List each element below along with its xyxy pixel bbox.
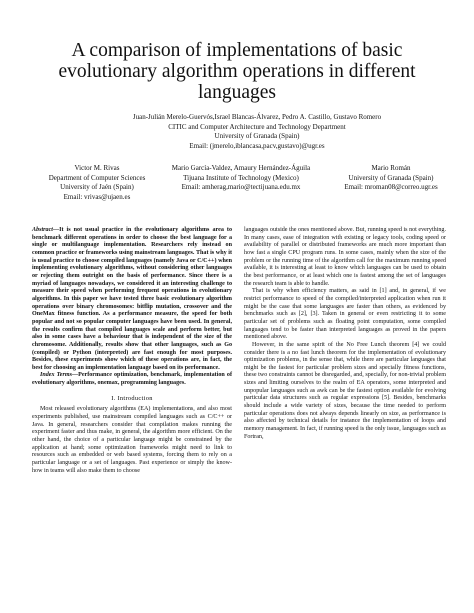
author-email: Email: (jmerelo,iblancasa,pacv,gustavo)@ugr.es <box>189 141 325 150</box>
author-name: Mario Román <box>371 164 411 172</box>
body-paragraph: languages outside the ones mentioned above. But, running speed is not everything. In many cases, ease of integration with existing or legacy tools, coding speed or availability of parallel or distributed frameworks are much more important than how fast a single CPU program runs. In some cases, mainly when the size of the problem or the running time of the algorithm call for the maximum running speed available, it is interesting at least to know which languages can be used to obtain the best performance, or at least which one is fastest among the set of languages the research team is able to handle. <box>244 227 446 287</box>
author-email: Email: amherag,mario@tectijuana.edu.mx <box>181 183 301 191</box>
abstract-text: —It is not usual practice in the evolutionary algorithms area to benchmark different operations in order to choose the best language for a single or multilanguage implementation. Researchers rely instead on common practice or frameworks using mainstream languages. That is why it is usual practice to choose compiled languages (namely Java or C/C++) when implementing evolutionary algorithms, without considering other languages or rejecting them outright on the basis of performance. Since there is a myriad of languages nowadays, we considered it an interesting challenge to measure their speed when performing frequent operations in evolutionary algorithms. In this paper we have tested three basic evolutionary algorithm operations over binary chromosomes: bitflip mutation, crossover and the OneMax fitness function. As a performance measure, the speed for both popular and not so popular computer languages have been used. In general, the results confirm that compiled languages scale and perform better, but also in some cases have a behaviour that is independent of the size of the chromosome. Additionally, results show that other languages, such as Go (compiled) or Python (interpreted) are fast enough for most purposes. Besides, these experiments show which of these operations are, in fact, the best for choosing an implementation language based on its performance. <box>32 227 232 371</box>
title-line: evolutionary algorithm operations in different <box>58 61 416 82</box>
abstract-label: Abstract <box>32 227 53 233</box>
author-dept: Department of Computer Sciences <box>48 173 146 182</box>
right-column <box>244 227 446 441</box>
left-column <box>32 227 232 475</box>
author-dept: University of Granada (Spain) <box>348 173 434 182</box>
author-names: Juan-Julián Merelo-Guervós,Israel Blancas-Álvarez, Pedro A. Castillo, Gustavo Romero <box>132 113 382 121</box>
index-terms-label: Index Terms <box>40 372 72 379</box>
intro-paragraph: Most released evolutionary algorithms (EA) implementations, and also most experiments published, use mainstream compiled languages such as C/C++ or Java. In general, researchers consider that compilation makes running the experiment faster and thus make, in general, the algorithm more efficient. On the other hand, the choice of a particular language might be constrained by the application at hand; some optimization frameworks might need to link to resources such as embedded or web based systems, forcing them to rely on a particular language or a set of languages. Past experience or simply the know-how in teams will also make them to choose <box>32 406 232 474</box>
title-line: A comparison of implementations of basic <box>71 40 403 61</box>
body-paragraph: However, in the same spirit of the No Free Lunch theorem [4] we could consider there is a no fast lunch theorem for the implementation of evolutionary optimization problems, in the sense that, while there are particular languages that might be the fastest for particular problem sizes and specially fitness functions, these two constraints cannot be disregarded, and, specially, for non-trivial problem sizes and limiting ourselves to the realm of EA operators, some interpreted and unpopular languages such as awk can be the fastest option available for evolving particular data structures such as regular expressions [5]. Besides, benchmarks should include a wide variety of sizes, because the time needed to perform particular operations does not always depends linearly on size, as performance is also affected by technical details for instance the implementation of loops and memory management. In fact, if running speed is the only issue, languages such as Fortran, <box>244 341 446 440</box>
author-affiliation: CITIC and Computer Architecture and Technology Department <box>168 122 346 131</box>
abstract <box>32 227 232 372</box>
author-email: Email: vrivas@ujaen.es <box>63 192 131 201</box>
author-block-garcia <box>158 164 324 193</box>
authors-primary <box>60 113 454 151</box>
title-line: languages <box>198 82 276 103</box>
author-university: University of Granada (Spain) <box>214 132 300 140</box>
author-block-rivas <box>22 164 172 202</box>
index-terms-text: —Performance optimization, benchmark, implementation of evolutionary algorithms, onemax, programming languages. <box>32 372 232 387</box>
author-dept: Tijuana Institute of Technology (Mexico) <box>183 173 299 182</box>
author-name: Victor M. Rivas <box>74 164 120 172</box>
paper-title <box>40 40 434 103</box>
index-terms <box>32 372 232 387</box>
author-block-roman <box>316 164 466 193</box>
author-email: Email: mroman08@correo.ugr.es <box>344 183 438 191</box>
author-name: Mario García-Valdez, Amaury Hernández-Águila <box>171 164 311 172</box>
author-univ: University of Jaén (Spain) <box>60 183 134 191</box>
section-heading: I. Introduction <box>111 394 153 402</box>
body-paragraph: That is why when efficiency matters, as said in [1] and, in general, if we restrict performance to speed of the compiled/interpreted application when run it might be the case that some languages are faster than others, as evidenced by benchmarks such as [2], [3]. Taken in general or even restricting it to some particular set of problems such as floating point computation, some compiled languages tend to be faster than interpreted languages as proved in the papers mentioned above. <box>244 288 446 341</box>
